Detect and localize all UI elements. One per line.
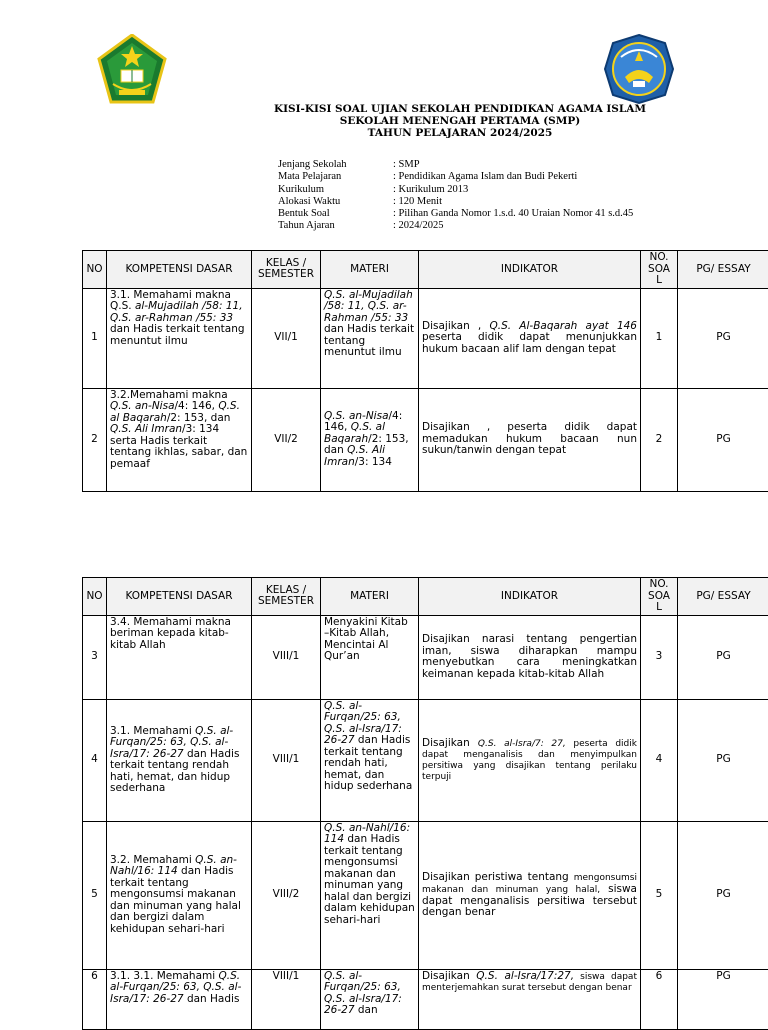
text: siswa dapat menterjemahkan surat tersebut dengan benar	[422, 972, 637, 993]
cell-nosoal: 5	[641, 821, 678, 969]
col-header-materi: MATERI	[321, 251, 419, 289]
text: /3: 134 serta Hadis terkait tentang ikhlas, sabar, dan pemaaf	[110, 423, 247, 470]
info-value: : 120 Menit	[393, 196, 442, 208]
table-row	[83, 821, 768, 969]
cell-materi: Menyakini Kitab –Kitab Allah, Mencintai Al Qur’an	[321, 615, 419, 699]
text: Disajikan peristiwa tentang	[422, 871, 574, 883]
text-italic: Q.S. al-Isra/17:27,	[476, 970, 574, 982]
text: dan Hadis terkait tentang menuntut ilmu	[324, 323, 414, 358]
text-italic: Q.S. al Baqarah	[324, 421, 385, 445]
text: /2: 153, dan	[167, 412, 231, 424]
text: mengonsumsi makanan dan minuman yang halal,	[422, 873, 637, 895]
info-label: Kurikulum	[278, 184, 393, 196]
cell-no: 1	[83, 288, 107, 388]
text: /4: 146,	[175, 400, 219, 412]
info-value: : Pilihan Ganda Nomor 1.s.d. 40 Uraian Nomor 41 s.d.45	[393, 208, 633, 220]
info-row	[278, 184, 633, 196]
text-italic: Q.S. an-Nisa	[324, 410, 389, 422]
text: peserta didik dapat menunjukkan hukum bacaan alif lam dengan tepat	[422, 331, 637, 355]
col-header-kd: KOMPETENSI DASAR	[107, 578, 252, 616]
cell-no: 4	[83, 699, 107, 821]
cell-kelas: VIII/1	[252, 615, 321, 699]
table-row	[83, 615, 768, 699]
text-italic: Q.S. al-Mujadilah /58: 11, Q.S. ar-Rahman /55: 33	[324, 289, 413, 324]
col-header-nosoal: NO. SOA L	[641, 251, 678, 289]
text: dan Hadis terkait tentang mengonsumsi makanan dan minuman yang halal dan bergizi dalam kehidupan sehari-hari	[110, 865, 241, 935]
text: 3.2.Memahami makna	[110, 389, 228, 401]
text: dan	[355, 1004, 378, 1016]
cell-pg: PG	[678, 615, 768, 699]
info-label: Bentuk Soal	[278, 208, 393, 220]
col-header-materi: MATERI	[321, 578, 419, 616]
cell-indikator	[419, 288, 641, 388]
text-italic: Q.S. Al-Baqarah ayat 146	[489, 320, 637, 332]
cell-kd	[107, 388, 252, 491]
cell-materi	[321, 699, 419, 821]
cell-kd: 3.4. Memahami makna beriman kepada kitab-kitab Allah	[107, 615, 252, 699]
cell-materi	[321, 288, 419, 388]
cell-nosoal: 4	[641, 699, 678, 821]
cell-kelas: VIII/2	[252, 821, 321, 969]
info-row	[278, 208, 633, 220]
cell-materi	[321, 969, 419, 1029]
cell-indikator: Disajikan , peserta didik dapat memadukan hukum bacaan nun sukun/tanwin dengan tepat	[419, 388, 641, 491]
table-row	[83, 699, 768, 821]
text-italic: Q.S. an-Nahl/16: 114	[324, 822, 410, 846]
cell-pg: PG	[678, 969, 768, 1029]
cell-indikator: Disajikan narasi tentang pengertian iman, siswa diharapkan mampu menyebutkan cara meningkatkan keimanan kepada kitab-kitab Allah	[419, 615, 641, 699]
info-row	[278, 159, 633, 171]
text-italic: Q.S. al-Furqan/25: 63, Q.S. al-Isra/17: 26-27	[324, 700, 402, 747]
text: 3.1. 3.1. Memahami	[110, 970, 219, 982]
text-italic: Q.S. al-Furqan/25: 63, Q.S. al-Isra/17: 26-27	[110, 725, 233, 760]
cell-pg: PG	[678, 821, 768, 969]
cell-kd	[107, 821, 252, 969]
kemenag-logo-icon	[97, 34, 167, 104]
text-italic: al-Mujadilah /58: 11, Q.S. ar-Rahman /55: 33	[110, 300, 243, 324]
text: Disajikan ,	[422, 320, 489, 332]
text: /3: 134	[355, 456, 392, 468]
text: Disajikan	[422, 970, 476, 982]
cell-materi	[321, 388, 419, 491]
info-row	[278, 220, 633, 232]
text: /2: 153, dan	[324, 433, 409, 457]
text: /4: 146,	[324, 410, 402, 434]
col-header-no: NO	[83, 578, 107, 616]
text-italic: Q.S. an-Nahl/16: 114	[110, 854, 237, 878]
text-italic: Q.S. al Baqarah	[110, 400, 240, 424]
cell-indikator	[419, 699, 641, 821]
cell-pg: PG	[678, 699, 768, 821]
table-row	[83, 969, 768, 1029]
info-value: : Pendidikan Agama Islam dan Budi Pekerti	[393, 171, 577, 183]
col-header-kelas: KELAS / SEMESTER	[252, 578, 321, 616]
cell-no: 3	[83, 615, 107, 699]
col-header-nosoal: NO. SOA L	[641, 578, 678, 616]
col-header-kd: KOMPETENSI DASAR	[107, 251, 252, 289]
cell-nosoal: 1	[641, 288, 678, 388]
tut-wuri-handayani-logo-icon	[603, 33, 675, 105]
cell-pg: PG	[678, 288, 768, 388]
info-row	[278, 171, 633, 183]
cell-nosoal: 2	[641, 388, 678, 491]
table-header-row	[83, 251, 768, 289]
cell-kd	[107, 288, 252, 388]
info-value: : SMP	[393, 159, 420, 171]
cell-kelas: VII/1	[252, 288, 321, 388]
title-line-2: SEKOLAH MENENGAH PERTAMA (SMP)	[0, 115, 768, 127]
kisi-table-2	[82, 577, 768, 1030]
text: 3.1. Memahami makna Q.S.	[110, 289, 231, 313]
info-block	[278, 159, 633, 233]
title-line-3: TAHUN PELAJARAN 2024/2025	[0, 127, 768, 139]
text: dan Hadis terkait tentang mengonsumsi makanan dan minuman yang halal dan bergizi dalam kehidupan sehari-hari	[324, 833, 415, 926]
cell-indikator	[419, 969, 641, 1029]
col-header-kelas: KELAS / SEMESTER	[252, 251, 321, 289]
kisi-table-1	[82, 250, 768, 492]
text: siswa dapat menganalisis persitiwa tersebut dengan benar	[422, 883, 637, 919]
info-label: Mata Pelajaran	[278, 171, 393, 183]
info-label: Alokasi Waktu	[278, 196, 393, 208]
cell-kelas: VII/2	[252, 388, 321, 491]
text: dan Hadis terkait tentang rendah hati, hemat, dan hidup sederhana	[324, 734, 412, 792]
text: dan Hadis	[184, 993, 240, 1005]
table-row	[83, 388, 768, 491]
text: 3.1. Memahami	[110, 725, 195, 737]
cell-nosoal: 6	[641, 969, 678, 1029]
cell-no: 5	[83, 821, 107, 969]
col-header-no: NO	[83, 251, 107, 289]
text-italic: Q.S. an-Nisa	[110, 400, 175, 412]
cell-no: 2	[83, 388, 107, 491]
cell-no: 6	[83, 969, 107, 1029]
info-value: : 2024/2025	[393, 220, 443, 232]
table-header-row	[83, 578, 768, 616]
text: peserta didik dapat menganalisis dan menyimpulkan persitiwa yang disajikan tentang perilaku terpuji	[422, 739, 637, 782]
col-header-indikator: INDIKATOR	[419, 578, 641, 616]
info-label: Tahun Ajaran	[278, 220, 393, 232]
text: dan Hadis terkait tentang menuntut ilmu	[110, 323, 245, 347]
title-line-1: KISI-KISI SOAL UJIAN SEKOLAH PENDIDIKAN AGAMA ISLAM	[0, 103, 768, 115]
cell-kd	[107, 969, 252, 1029]
text-italic: Q.S. al-Isra/7: 27,	[478, 739, 566, 749]
col-header-pg: PG/ ESSAY	[678, 251, 768, 289]
info-row	[278, 196, 633, 208]
col-header-indikator: INDIKATOR	[419, 251, 641, 289]
cell-nosoal: 3	[641, 615, 678, 699]
cell-indikator	[419, 821, 641, 969]
text-italic: Q.S. al-Furqan/25: 63, Q.S. al-Isra/17: 26-27	[110, 970, 241, 1005]
cell-materi	[321, 821, 419, 969]
text-italic: Q.S. Ali Imran	[324, 444, 385, 468]
table-row	[83, 288, 768, 388]
col-header-pg: PG/ ESSAY	[678, 578, 768, 616]
cell-kelas: VIII/1	[252, 969, 321, 1029]
text: dan Hadis terkait tentang rendah hati, hemat, dan hidup sederhana	[110, 748, 239, 795]
cell-kelas: VIII/1	[252, 699, 321, 821]
text-italic: Q.S. al-Furqan/25: 63, Q.S. al-Isra/17: 26-27	[324, 970, 402, 1017]
cell-pg: PG	[678, 388, 768, 491]
document-title	[0, 103, 768, 139]
info-value: : Kurikulum 2013	[393, 184, 468, 196]
text: 3.2. Memahami	[110, 854, 195, 866]
cell-kd	[107, 699, 252, 821]
text: Disajikan	[422, 737, 478, 749]
text-italic: Q.S. Ali Imran	[110, 423, 182, 435]
info-label: Jenjang Sekolah	[278, 159, 393, 171]
